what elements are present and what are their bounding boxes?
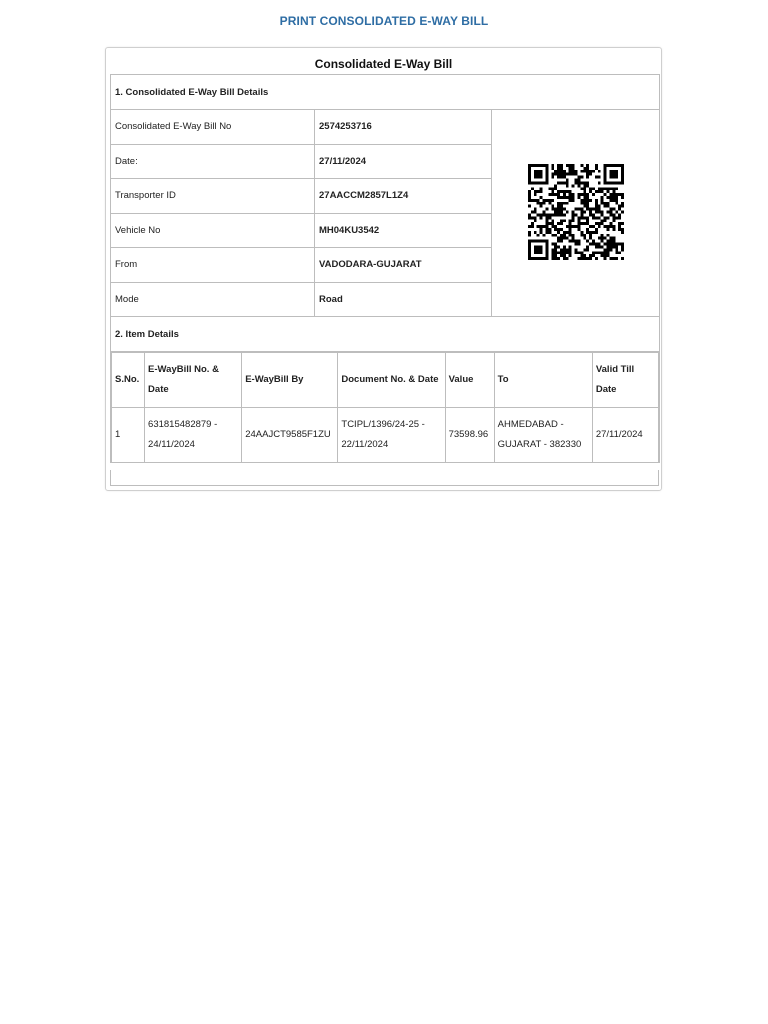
detail-label: From <box>111 248 315 283</box>
column-header: E-WayBill No. & Date <box>145 353 242 408</box>
column-header: E-WayBill By <box>242 353 338 408</box>
item-to: AHMEDABAD - GUJARAT - 382330 <box>494 408 592 463</box>
detail-row <box>111 110 660 145</box>
section1-heading: 1. Consolidated E-Way Bill Details <box>111 75 660 110</box>
items-container <box>111 352 660 464</box>
section2-heading: 2. Item Details <box>111 317 660 352</box>
detail-label: Transporter ID <box>111 179 315 214</box>
column-header: Value <box>445 353 494 408</box>
qr-code-icon <box>528 164 624 260</box>
detail-value: Road <box>315 282 492 317</box>
item-by: 24AAJCT9585F1ZU <box>242 408 338 463</box>
items-table <box>111 352 659 463</box>
detail-label: Mode <box>111 282 315 317</box>
detail-label: Vehicle No <box>111 213 315 248</box>
item-ewb: 631815482879 - 24/11/2024 <box>145 408 242 463</box>
column-header: Valid Till Date <box>592 353 658 408</box>
item-valid-till: 27/11/2024 <box>592 408 658 463</box>
card-title: Consolidated E-Way Bill <box>314 57 453 71</box>
table-row <box>112 408 659 463</box>
detail-label: Consolidated E-Way Bill No <box>111 110 315 145</box>
section-heading-row <box>111 317 660 352</box>
detail-value: 2574253716 <box>315 110 492 145</box>
item-doc: TCIPL/1396/24-25 - 22/11/2024 <box>338 408 445 463</box>
details-table <box>110 74 660 463</box>
detail-value: VADODARA-GUJARAT <box>315 248 492 283</box>
item-value: 73598.96 <box>445 408 494 463</box>
column-header: S.No. <box>112 353 145 408</box>
detail-value: 27AACCM2857L1Z4 <box>315 179 492 214</box>
detail-value: MH04KU3542 <box>315 213 492 248</box>
section-heading-row <box>111 75 660 110</box>
qr-cell <box>492 110 660 317</box>
items-header-row <box>112 353 659 408</box>
item-sno: 1 <box>112 408 145 463</box>
column-header: To <box>494 353 592 408</box>
bottom-strip <box>110 470 659 486</box>
detail-value: 27/11/2024 <box>315 144 492 179</box>
detail-label: Date: <box>111 144 315 179</box>
page-title: PRINT CONSOLIDATED E-WAY BILL <box>279 14 489 28</box>
column-header: Document No. & Date <box>338 353 445 408</box>
items-row <box>111 352 660 464</box>
